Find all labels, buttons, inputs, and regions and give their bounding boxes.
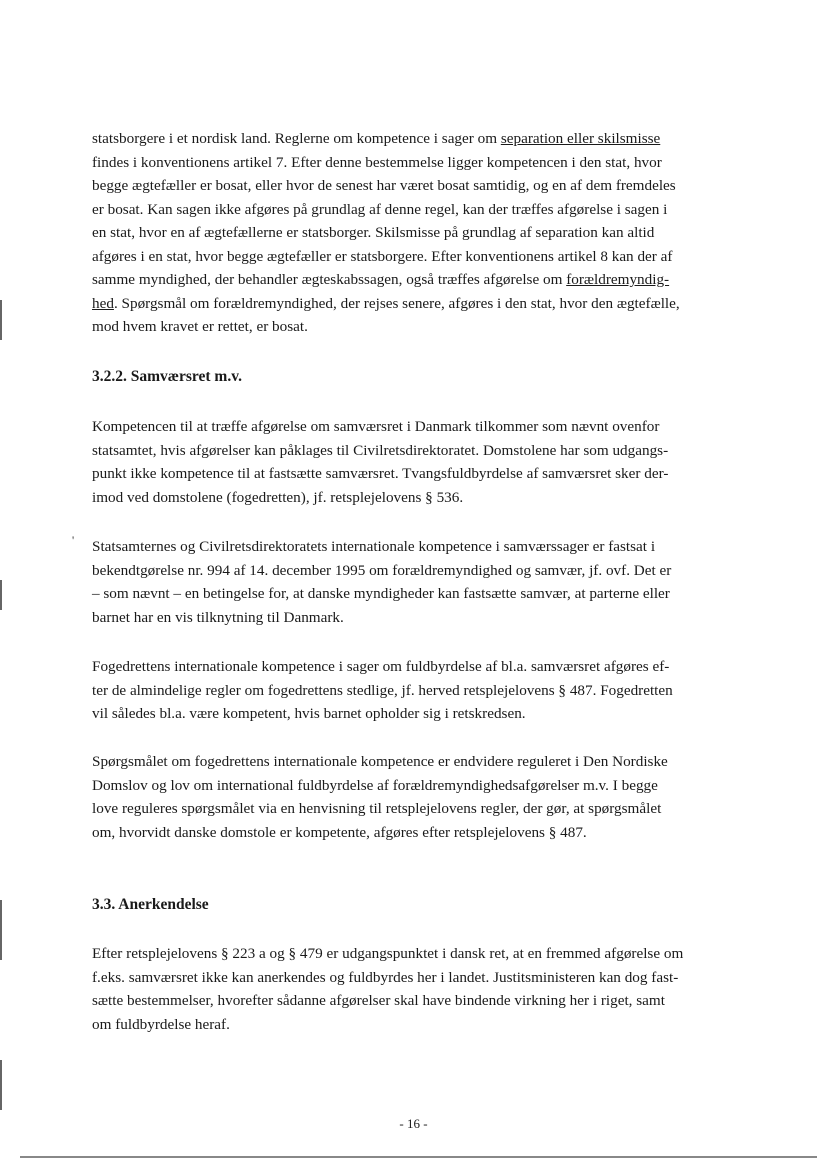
scan-edge-mark bbox=[0, 580, 2, 610]
paragraph-anerkendelse bbox=[92, 942, 747, 1036]
scan-edge-mark bbox=[0, 300, 2, 340]
text-line: begge ægtefæller er bosat, eller hvor de senest har været bosat samtidig, og en af dem fremdeles bbox=[92, 177, 676, 194]
text-line: Kompetencen til at træffe afgørelse om samværsret i Danmark tilkommer som nævnt ovenfor bbox=[92, 418, 660, 435]
text-line: en stat, hvor en af ægtefællerne er statsborger. Skilsmisse på grundlag af separation kan altid bbox=[92, 224, 655, 241]
paragraph-statsamter bbox=[92, 535, 747, 629]
text-line: punkt ikke kompetence til at fastsætte samværsret. Tvangsfuldbyrdelse af samværsret sker der- bbox=[92, 465, 669, 482]
text-line: f.eks. samværsret ikke kan anerkendes og fuldbyrdes her i landet. Justitsministeren kan dog fast- bbox=[92, 968, 679, 986]
text-span: statsborgere i et nordisk land. Reglerne om kompetence i sager om bbox=[92, 130, 501, 147]
paragraph-intro bbox=[92, 127, 747, 339]
text-span: samme myndighed, der behandler ægteskabssagen, også træffes afgørelse om bbox=[92, 271, 567, 288]
text-line: om fuldbyrdelse heraf. bbox=[92, 1015, 230, 1033]
text-line bbox=[92, 292, 747, 316]
text-line: statsamtet, hvis afgørelser kan påklages til Civilretsdirektoratet. Domstolene har som udgangs- bbox=[92, 441, 669, 459]
text-line: er bosat. Kan sagen ikke afgøres på grundlag af denne regel, kan der træffes afgørelse i sagen i bbox=[92, 200, 668, 218]
text-line: bekendtgørelse nr. 994 af 14. december 1995 om forældremyndighed og samvær, jf. ovf. Det er bbox=[92, 561, 672, 579]
scan-bottom-edge bbox=[20, 1156, 817, 1158]
scan-edge-mark bbox=[0, 900, 2, 960]
text-line: barnet har en vis tilknytning til Danmark. bbox=[92, 608, 344, 626]
text-line bbox=[92, 268, 747, 292]
text-line: Fogedrettens internationale kompetence i sager om fuldbyrdelse af bl.a. samværsret afgøres ef- bbox=[92, 658, 670, 675]
text-line: om, hvorvidt danske domstole er kompetente, afgøres efter retsplejelovens § 487. bbox=[92, 823, 587, 841]
text-line: vil således bl.a. være kompetent, hvis barnet opholder sig i retskredsen. bbox=[92, 705, 526, 722]
text-line: Domslov og lov om international fuldbyrdelse af forældremyndighedsafgørelser m.v. I begge bbox=[92, 776, 658, 794]
text-line: – som nævnt – en betingelse for, at danske myndigheder kan fastsætte samvær, at parterne eller bbox=[92, 585, 670, 602]
text-line: findes i konventionens artikel 7. Efter denne bestemmelse ligger kompetencen i den stat, hvor bbox=[92, 153, 662, 171]
text-line bbox=[92, 127, 747, 151]
text-line: love reguleres spørgsmålet via en henvisning til retsplejelovens regler, der gør, at spørgsmålet bbox=[92, 800, 662, 817]
section-heading-anerkendelse: 3.3. Anerkendelse bbox=[92, 896, 209, 913]
underlined-term: hed bbox=[92, 294, 114, 312]
text-line: Statsamternes og Civilretsdirektoratets internationale kompetence i samværssager er fastsat i bbox=[92, 538, 656, 555]
text-line: sætte bestemmelser, hvorefter sådanne afgørelser skal have bindende virkning her i riget, samt bbox=[92, 992, 665, 1009]
paragraph-fogedret bbox=[92, 655, 747, 726]
paragraph-domslov bbox=[92, 750, 747, 844]
page-number: - 16 - bbox=[399, 1116, 428, 1131]
text-line: Spørgsmålet om fogedrettens internationale kompetence er endvidere reguleret i Den Nordiske bbox=[92, 753, 668, 770]
text-line: imod ved domstolene (fogedretten), jf. retsplejelovens § 536. bbox=[92, 488, 464, 506]
underlined-term: forældremyndig- bbox=[566, 271, 670, 288]
paragraph-samvaersret-kompetence bbox=[92, 415, 747, 509]
underlined-term: separation eller skilsmisse bbox=[500, 130, 661, 147]
text-line: Efter retsplejelovens § 223 a og § 479 er udgangspunktet i dansk ret, at en fremmed afgørelse om bbox=[92, 945, 684, 962]
scan-speck: ' bbox=[72, 533, 75, 547]
text-span: . Spørgsmål om forældremyndighed, der rejses senere, afgøres i den stat, hvor den ægtefælle, bbox=[113, 294, 680, 312]
section-heading-samvaersret: 3.2.2. Samværsret m.v. bbox=[92, 368, 242, 385]
text-line: ter de almindelige regler om fogedrettens stedlige, jf. herved retsplejelovens § 487. Fogedretten bbox=[92, 681, 673, 699]
text-line: mod hvem kravet er rettet, er bosat. bbox=[92, 318, 308, 335]
text-line: afgøres i en stat, hvor begge ægtefæller er statsborgere. Efter konventionens artikel 8 kan der af bbox=[92, 247, 673, 265]
scan-edge-mark bbox=[0, 1060, 2, 1110]
